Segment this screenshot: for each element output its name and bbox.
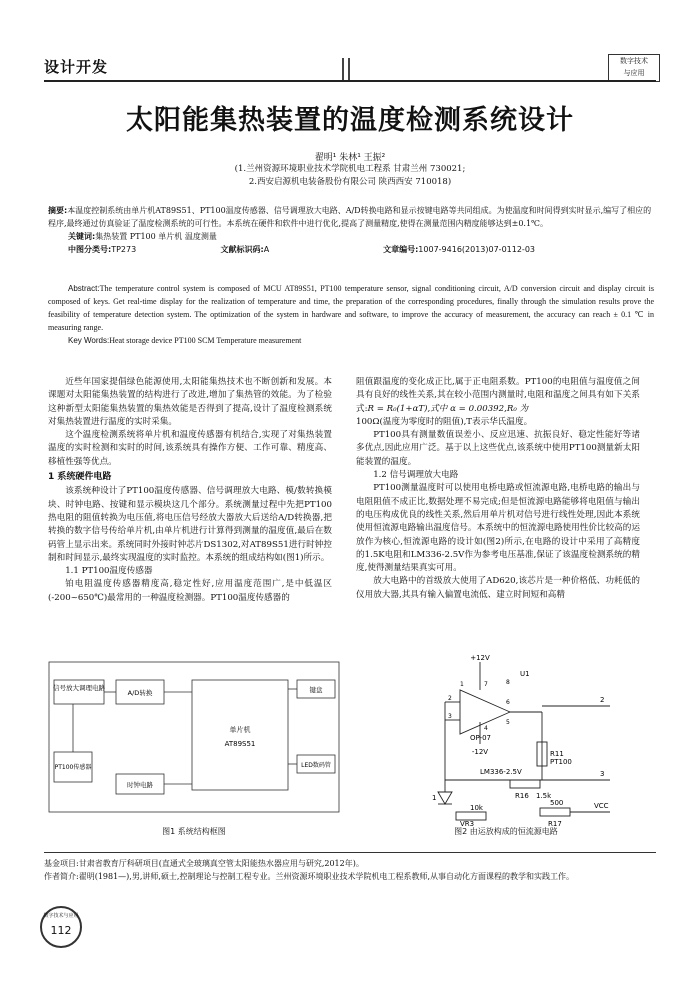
block-mcu-label: 单片机: [229, 726, 251, 734]
node-1: 1: [432, 794, 437, 802]
classification-row: [68, 243, 654, 256]
abstract-cn-body: [48, 204, 654, 230]
zener-ref: [438, 792, 452, 804]
abstract-en-body: [48, 282, 654, 334]
pin-6: 6: [506, 699, 510, 706]
clc-label: 中图分类号:: [68, 245, 112, 254]
author-text: 翟明(1981—),男,讲师,硕士,控制理论与控制工程专业。兰州资源环境职业技术学院机电工程系教师,从事自动化方面课程的教学和实践工作。: [78, 872, 575, 881]
label-r11: R11: [550, 750, 564, 758]
resistor-r16: [510, 780, 540, 788]
paragraph: 近些年国家提倡绿色能源使用,太阳能集热技术也不断创新和发展。本课题对太阳能集热装置的结构进行了改进,增加了集热管的效能。为了检验这种新型太阳能集热装置的集热效能是否得到了提高,设计了温度检测系统对集热装置进行温度的实时采集。: [48, 377, 332, 427]
figure2-circuit: [360, 654, 660, 828]
label-pt100: PT100: [550, 758, 572, 766]
pin-2: 2: [448, 695, 452, 702]
header-rule: [44, 80, 656, 82]
resistor-r17: [540, 808, 570, 816]
article-label: 文章编号:: [383, 245, 419, 254]
pin-7: 7: [484, 681, 488, 688]
keywords-cn-text: 集热装置 PT100 单片机 温度测量: [95, 232, 217, 241]
paragraph-text: 阻值跟温度的变化成正比,属于正电阻系数。PT100的电阻值与温度值之间具有良好的线性关系,其在较小范围内测量时,电阻和温度之间具有如下关系式:: [356, 377, 640, 414]
footnote-rule: [44, 852, 656, 853]
paragraph: 该系统种设计了PT100温度传感器、信号调理放大电路、模/数转换模块、时钟电路、按键和显示模块这几个部分。系统测量过程中先把PT100热电阻的阻值转换为电压值,将电压信号经放大器放大后送给A/D转换器,把转换的数字信号传给单片机,由单片机进行计算得到测量的温度值,最后在数码管上显示出来。系统同时外接时钟芯片DS1302,对AT89S51进行时钟控制和时间显示,最终实现温度的实时监控。本系统的组成结构如(图1)所示。: [48, 486, 332, 563]
paragraph: 这个温度检测系统将单片机和温度传感器有机结合,实现了对集热装置温度的实时检测和实时的时间,该系统具有操作方便、工作可靠、精度高、移植性强等优点。: [48, 430, 332, 467]
paragraph: 放大电路中的首级放大使用了AD620,该芯片是一种价格低、功耗低的仪用放大器,其具有输入偏置电流低、建立时间短和高精: [356, 576, 640, 600]
section-label: 设计开发: [44, 58, 109, 76]
figure1-caption: 图1 系统结构框图: [162, 827, 226, 836]
label-r17-value: 500: [550, 799, 564, 807]
author-label: 作者简介:: [44, 872, 79, 881]
label-vcc: VCC: [594, 802, 609, 810]
subsection-heading: 1.2 信号调理放大电路: [373, 470, 459, 481]
block-mcu: [192, 680, 288, 790]
paragraph: [356, 376, 640, 416]
label-vpos: +12V: [470, 654, 490, 662]
journal-badge: [608, 54, 660, 82]
label-r16: R16: [515, 792, 529, 800]
abstract-cn-label: 摘要:: [48, 206, 68, 215]
fund-text: 甘肃省教育厅科研项目(直通式全玻璃真空管太阳能热水器应用与研究,2012年)。: [78, 859, 364, 868]
keywords-en-label: Key Words:: [68, 336, 110, 345]
keywords-cn: [68, 230, 654, 243]
pin-3: 3: [448, 713, 452, 720]
pin-8: 8: [506, 679, 510, 686]
abstract-cn-text: 本温度控制系统由单片机AT89S51、PT100温度传感器、信号调理放大电路、A/D转换电路和显示按键电路等共同组成。为使温度和时间得到实时显示,编写了相应的程序,最终通过仿真验证了温度检测系统的可行性。本系统在硬件和软件中进行优化,提高了测量精度,使得在测量范围内精度能够达到±0.1℃。: [48, 206, 652, 228]
node-3: 3: [600, 770, 605, 778]
label-opamp: OP-07: [470, 734, 492, 742]
article-value: 1007-9416(2013)07-0112-03: [418, 245, 535, 254]
keywords-en: [68, 334, 654, 347]
label-r17: R17: [548, 820, 562, 828]
paragraph: PT100测量温度时可以使用电桥电路或恒流源电路,电桥电路的输出与电阻阻值不成正比,数据处理不易完成;但是恒流源电路能够将电阻值与输出的电压构成优良的线性关系,然后用单片机对信号进行线性处理,因此本系统使用恒流源电路输出温度信号。本系统中的恒流源电路使用性价比较高的运放作为核心,恒流源电路的设计如(图2)所示,在电路的设计中采用了高精度的1.5K电阻和LM336-2.5V作为参考电压基准,保证了该温度检测系统的精度,使得测量结果真实可用。: [356, 483, 640, 574]
fund-note: [44, 857, 656, 870]
body-left-column: [48, 376, 332, 605]
affiliations: [0, 163, 700, 189]
abstract-en: [48, 282, 654, 347]
label-vr3-value: 10k: [470, 804, 483, 812]
paragraph: 100Ω(温度为零度时的阻值),T表示华氏温度。: [356, 416, 533, 427]
label-r16-value: 1.5k: [536, 792, 552, 800]
abstract-en-text: The temperature control system is composed of MCU AT89S51, PT100 temperature sensor, signal conditioning circuit, A/D conversion circuit and display circuit is composed of keys. Get real-time display for the realization of temperature and time, the preparation of the corresponding procedures, finally through the simulation results prove the feasibility of temperature detection system. The optimization of the system in hardware and software, to improve the accuracy of measurement, the accuracy can reach ± 0.1 ℃ in measuring range.: [48, 284, 654, 332]
abstract-en-label: Abstract:: [68, 284, 100, 293]
block-keyboard-label: 键盘: [309, 686, 323, 694]
pin-4: 4: [484, 725, 488, 732]
label-ref: LM336-2.5V: [480, 768, 522, 776]
page-number-badge: [40, 906, 82, 948]
badge-line1: 数字技术: [620, 57, 648, 65]
block-led-label: LED数码管: [301, 762, 331, 769]
author-note: [44, 870, 656, 883]
block-mcu-model: AT89S51: [224, 740, 256, 748]
label-vneg: -12V: [471, 748, 489, 756]
block-adc-label: A/D转换: [127, 689, 153, 697]
pin-5: 5: [506, 719, 510, 726]
block-amp-label: 信号放大调理电路: [53, 684, 105, 692]
pin-1: 1: [460, 681, 464, 688]
fund-label: 基金项目:: [44, 859, 79, 868]
figure1-block-diagram: [44, 662, 344, 820]
paragraph: 铂电阻温度传感器精度高,稳定性好,应用温度范围广,是中低温区(-200~650℃)最常用的一种温度检测器。PT100温度传感器的: [48, 579, 332, 603]
keywords-cn-label: 关键词:: [68, 232, 96, 241]
footnote: [44, 857, 656, 883]
label-u1: U1: [520, 670, 530, 678]
doc-value: A: [263, 245, 270, 254]
label-vr3: VR3: [460, 820, 475, 828]
authors: 翟明¹ 朱林¹ 王振²: [314, 153, 386, 163]
figure2-caption: 图2 由运放构成的恒流源电路: [454, 827, 558, 836]
section-heading: 1 系统硬件电路: [48, 472, 112, 483]
abstract-cn: [48, 204, 654, 256]
page-number: 112: [50, 924, 72, 937]
formula: R = R₀(1+αT),式中 α = 0.00392,R₀ 为: [367, 403, 529, 414]
block-sensor-label: PT100传感器: [54, 764, 92, 771]
doc-label: 文献标识码:: [220, 245, 264, 254]
subsection-heading: 1.1 PT100温度传感器: [65, 566, 153, 577]
keywords-en-text: Heat storage device PT100 SCM Temperature measurement: [109, 336, 302, 345]
block-clock-label: 时钟电路: [127, 781, 153, 789]
body-right-column: [356, 376, 640, 602]
pot-vr3: [456, 812, 486, 820]
affiliation-2: 2.西安启源机电装备股份有限公司 陕西西安 710018): [248, 177, 452, 187]
paragraph: PT100具有测量数值误差小、反应迅速、抗振良好、稳定性能好等诸多优点,因此应用广泛。基于以上这些优点,该系统中使用PT100测量新太阳能装置的温度。: [356, 430, 640, 467]
badge-line2: 与应用: [623, 69, 645, 77]
paper-title: 太阳能集热装置的温度检测系统设计: [126, 105, 574, 136]
affiliation-1: (1.兰州资源环境职业技术学院机电工程系 甘肃兰州 730021;: [234, 164, 466, 174]
page-badge-text: 数字技术与应用: [43, 913, 79, 919]
clc-value: TP273: [111, 245, 137, 254]
node-2: 2: [600, 696, 605, 704]
